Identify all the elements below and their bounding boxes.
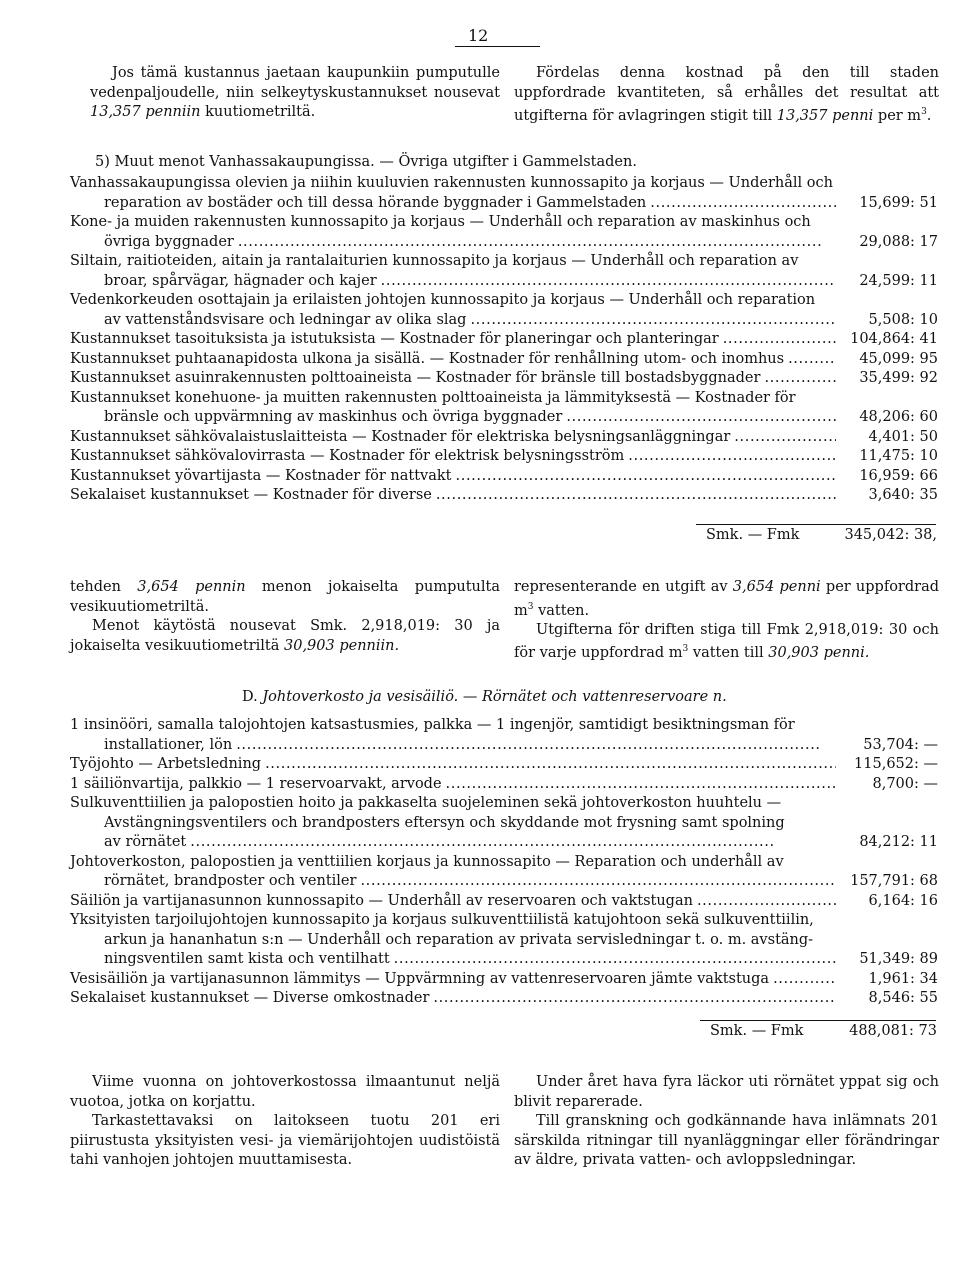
- row-amount: 48,206: 60: [859, 409, 938, 425]
- dot-leader: [360, 872, 836, 892]
- mid-finnish: tehden 3,654 pennin menon jokaiselta pumputulta vesikuutiometriltä. Menot käytöstä nousevat Smk. 2,918,019: 30 ja jokaiselta vesikuutiometriltä 30,903 penniin.: [70, 579, 500, 654]
- row-label: Kustannukset tasoituksista ja istutuksista — Kostnader för planeringar och planteringar: [70, 331, 719, 347]
- sectionD-title: D. Johtoverkosto ja vesisäiliö. — Rörnätet och vattenreservoare n.: [242, 689, 727, 705]
- sectionD-table: [70, 716, 938, 1009]
- section5-total-amount: 345,042: 38,: [844, 527, 937, 543]
- mid-swedish: representerande en utgift av 3,654 penni per uppfordrad $m^3$ vatten. Utgifterna för driften stiga till Fmk 2,918,019: 30 och för varje uppfordrad $m^3$ vatten till 30,903 penni.: [514, 579, 939, 662]
- row-label: Kustannukset asuinrakennusten polttoaineista — Kostnader för bränsle till bostadsbyggnader: [70, 370, 761, 386]
- page-number: 12: [468, 26, 489, 45]
- row-label: reparation av bostäder och till dessa hörande byggnader i Gammelstaden: [104, 194, 647, 211]
- row-amount: 4,401: 50: [868, 428, 938, 445]
- row-label: Kustannukset sähkövalovirrasta — Kostnader för elektrisk belysningsström: [70, 448, 625, 464]
- table-row: [70, 892, 938, 912]
- table-row: [70, 911, 938, 970]
- row-amount: 16,959: 66: [859, 467, 938, 484]
- row-amount: 15,699: 51: [859, 194, 938, 211]
- row-amount: 45,099: 95: [859, 350, 938, 367]
- dot-leader: [788, 350, 836, 370]
- table-row: [70, 174, 938, 213]
- row-amount: 84,212: 11: [859, 834, 938, 850]
- row-amount: 51,349: 89: [859, 951, 938, 967]
- row-label: Sekalaiset kustannukset — Kostnader för diverse: [70, 487, 432, 503]
- section5-table: [70, 174, 938, 506]
- section5-total-label: Smk. — Fmk: [706, 527, 800, 543]
- row-amount: 157,791: 68: [850, 873, 938, 889]
- table-row: [70, 716, 938, 755]
- dot-leader: [446, 775, 836, 795]
- dot-leader: [734, 428, 836, 448]
- section5-title: 5) Muut menot Vanhassakaupungissa. — Övriga utgifter i Gammelstaden.: [95, 154, 637, 170]
- header-rule: [455, 46, 540, 47]
- intro-fi-text: Jos tämä kustannus jaetaan kaupunkiin pumputulle vedenpaljoudelle, niin selkeytyskustannukset nousevat: [90, 65, 500, 101]
- bottom-finnish: [70, 1073, 500, 1171]
- sectionD-sum-rule: [700, 1020, 936, 1021]
- intro-finnish: Jos tämä kustannus jaetaan kaupunkiin pumputulle vedenpaljoudelle, niin selkeytyskustannukset nousevat 13,357 penniin kuutiometriltä.: [90, 65, 500, 120]
- table-row: [70, 389, 938, 428]
- row-amount: 5,508: 10: [868, 311, 938, 328]
- bottom-fi-p1: Viime vuonna on johtoverkostossa ilmaantunut neljä vuotoa, jotka on korjattu.: [70, 1074, 500, 1110]
- dot-leader: [394, 950, 836, 970]
- dot-leader: [381, 272, 836, 292]
- dot-leader: [566, 408, 836, 428]
- row-text: Kustannukset konehuone- ja muitten rakennusten polttoaineista ja lämmityksestä — Kostnader för: [70, 389, 796, 406]
- row-amount: 3,640: 35: [868, 487, 938, 503]
- table-row: [70, 252, 938, 291]
- dot-leader: [436, 486, 836, 506]
- table-row: [70, 330, 938, 350]
- bottom-sv-p1: Under året hava fyra läckor uti rörnätet yppat sig och blivit reparerade.: [514, 1074, 939, 1110]
- row-label: broar, spårvägar, hägnader och kajer: [104, 272, 377, 289]
- table-row: [70, 447, 938, 467]
- row-amount: 8,546: 55: [868, 990, 938, 1006]
- dot-leader: [650, 194, 836, 214]
- row-label: 1 säiliönvartija, palkkio — 1 reservoarvakt, arvode: [70, 775, 442, 792]
- intro-sv-unit: penni: [832, 107, 874, 124]
- row-text: Sulkuventtiilien ja palopostien hoito ja pakkaselta suojeleminen sekä johtoverkoston huuhtelu —: [70, 795, 782, 811]
- dot-leader: [470, 311, 836, 331]
- dot-leader: [773, 970, 836, 990]
- dot-leader: [628, 447, 836, 467]
- row-text: arkun ja hananhatun s:n — Underhåll och reparation av privata servisledningar t. o. m. avstäng-: [104, 931, 814, 948]
- bottom-swedish: [514, 1073, 939, 1171]
- row-label: av vattenståndsvisare och ledningar av olika slag: [104, 311, 467, 328]
- dot-leader: [190, 833, 836, 853]
- sectionD-total-amount: 488,081: 73: [849, 1023, 937, 1039]
- sectionD-total-label: Smk. — Fmk: [710, 1023, 804, 1039]
- dot-leader: [723, 330, 836, 350]
- row-label: Työjohto — Arbetsledning: [70, 756, 262, 772]
- row-label: rörnätet, brandposter och ventiler: [104, 873, 357, 889]
- row-text: Yksityisten tarjoilujohtojen kunnossapito ja korjaus sulkuventtiilistä katujohtoon sekä sulkuventtiilin,: [70, 912, 814, 928]
- row-text: Vedenkorkeuden osottajain ja erilaisten johtojen kunnossapito ja korjaus — Underhåll och reparation: [70, 292, 816, 308]
- row-label: bränsle och uppvärmning av maskinhus och övriga byggnader: [104, 409, 563, 425]
- dot-leader: [236, 736, 836, 756]
- dot-leader: [238, 233, 836, 253]
- row-amount: 35,499: 92: [859, 370, 938, 386]
- row-amount: 53,704: —: [863, 736, 938, 753]
- table-row: [70, 989, 938, 1009]
- row-amount: 6,164: 16: [868, 892, 938, 909]
- row-amount: 24,599: 11: [859, 272, 938, 289]
- intro-fi-value: 13,357: [90, 104, 141, 120]
- intro-sv-text: Fördelas denna kostnad på den till staden uppfordrade kvantiteten, så erhålles det resultat att utgifterna för avlagringen stigit till: [514, 65, 939, 124]
- row-amount: 29,088: 17: [859, 233, 938, 250]
- row-label: Vesisäiliön ja vartijanasunnon lämmitys — Uppvärmning av vattenreservoaren jämte vaktstuga: [70, 970, 770, 987]
- table-row: [70, 486, 938, 506]
- row-label: Sekalaiset kustannukset — Diverse omkostnader: [70, 990, 430, 1006]
- dot-leader: [433, 989, 836, 1009]
- table-row: [70, 755, 938, 775]
- row-label: Kustannukset yövartijasta — Kostnader för nattvakt: [70, 467, 452, 484]
- row-text: Vanhassakaupungissa olevien ja niihin kuuluvien rakennusten kunnossapito ja korjaus — Underhåll och: [70, 175, 833, 191]
- row-amount: 104,864: 41: [850, 331, 938, 347]
- row-label: Säiliön ja vartijanasunnon kunnossapito — Underhåll av reservoaren och vaktstugan: [70, 892, 693, 909]
- dot-leader: [265, 755, 836, 775]
- row-amount: 8,700: —: [872, 775, 938, 792]
- row-text: 1 insinööri, samalla talojohtojen katsastusmies, palkka — 1 ingenjör, samtidigt besiktningsman för: [70, 717, 795, 733]
- table-row: [70, 467, 938, 487]
- dot-leader: [764, 369, 836, 389]
- row-label: Kustannukset sähkövalaistuslaitteista — Kostnader för elektriska belysningsanläggningar: [70, 428, 731, 445]
- row-amount: 11,475: 10: [859, 448, 938, 464]
- row-text: Siltain, raitioteiden, aitain ja rantalaiturien kunnossapito ja korjaus — Underhåll och reparation av: [70, 253, 799, 269]
- intro-swedish: Fördelas denna kostnad på den till staden uppfordrade kvantiteten, så erhålles det resultat att utgifterna för avlagringen stigit till 13,357 penni per $m^3$.: [514, 65, 939, 124]
- table-row: [70, 369, 938, 389]
- intro-sv-value: 13,357: [776, 107, 828, 124]
- row-label: ningsventilen samt kista och ventilhatt: [104, 951, 390, 967]
- table-row: [70, 794, 938, 853]
- section5-sum-rule: [696, 524, 936, 525]
- table-row: [70, 213, 938, 252]
- intro-fi-unit: penniin: [145, 104, 201, 120]
- bottom-fi-p2: Tarkastettavaksi on laitokseen tuotu 201 eri piirustusta yksityisten vesi- ja viemärijohtojen uudistöistä tahi vanhojen johtojen muuttamisesta.: [70, 1113, 500, 1168]
- row-label: Kustannukset puhtaanapidosta ulkona ja sisällä. — Kostnader för renhållning utom- och inomhus: [70, 350, 785, 367]
- row-label: övriga byggnader: [104, 233, 234, 250]
- table-row: [70, 428, 938, 448]
- table-row: [70, 853, 938, 892]
- dot-leader: [697, 892, 836, 912]
- row-amount: 1,961: 34: [868, 970, 938, 987]
- table-row: [70, 350, 938, 370]
- dot-leader: [456, 467, 836, 487]
- row-amount: 115,652: —: [854, 756, 938, 772]
- row-text: Johtoverkoston, palopostien ja venttiilien korjaus ja kunnossapito — Reparation och underhåll av: [70, 853, 784, 870]
- table-row: [70, 970, 938, 990]
- row-label: installationer, lön: [104, 736, 233, 753]
- row-text: Kone- ja muiden rakennusten kunnossapito ja korjaus — Underhåll och reparation av maskinhus och: [70, 214, 811, 230]
- table-row: [70, 291, 938, 330]
- bottom-sv-p2: Till granskning och godkännande hava inlämnats 201 särskilda ritningar till nyanläggningar eller förändringar av äldre, privata vatten- och avloppsledningar.: [514, 1113, 939, 1168]
- row-text: Avstängningsventilers och brandposters eftersyn och skyddande mot frysning samt spolning: [104, 814, 785, 831]
- table-row: [70, 775, 938, 795]
- row-label: av rörnätet: [104, 834, 187, 850]
